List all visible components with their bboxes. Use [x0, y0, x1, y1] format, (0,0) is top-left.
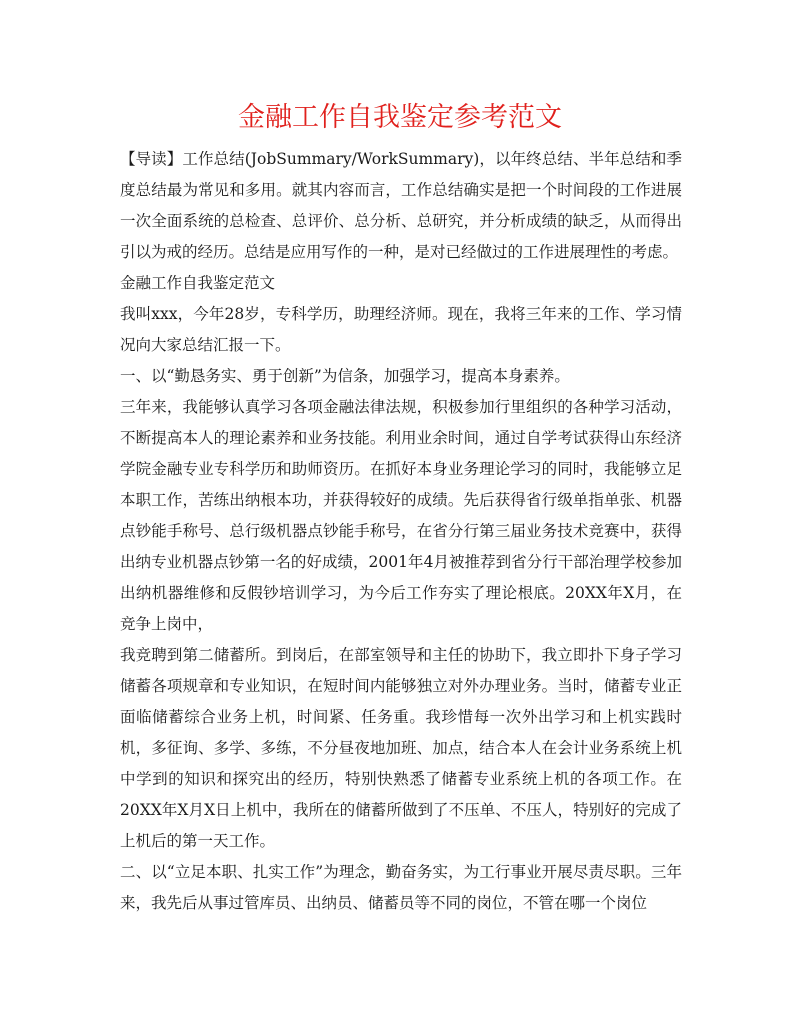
body-paragraph: 我竞聘到第二储蓄所。到岗后，在部室领导和主任的协助下，我立即扑下身子学习储蓄各项规章和专业知识，在短时间内能够独立对外办理业务。当时，储蓄专业正面临储蓄综合业务上机，时间紧、任务重。我珍惜每一次外出学习和上机实践时机，多征询、多学、多练，不分昼夜地加班、加点，结合本人在会计业务系统上机中学到的知识和探究出的经历，特别快熟悉了储蓄专业系统上机的各项工作。在20XX年X月X日上机中，我所在的储蓄所做到了不压单、不压人，特别好的完成了上机后的第一天工作。: [120, 646, 682, 850]
document-body: [120, 144, 682, 919]
body-paragraph: 三年来，我能够认真学习各项金融法律法规，积极参加行里组织的各种学习活动，不断提高本人的理论素养和业务技能。利用业余时间，通过自学考试获得山东经济学院金融专业专科学历和助师资历。在抓好本身业务理论学习的同时，我能够立足本职工作，苦练出纳根本功，并获得较好的成绩。先后获得省行级单指单张、机器点钞能手称号、总行级机器点钞能手称号，在省分行第三届业务技术竞赛中，获得出纳专业机器点钞第一名的好成绩，2001年4月被推荐到省分行干部治理学校参加出纳机器维修和反假钞培训学习，为今后工作夯实了理论根底。20XX年X月，在竞争上岗中，: [120, 398, 682, 633]
document-title: 金融工作自我鉴定参考范文: [238, 102, 562, 133]
section-heading: 金融工作自我鉴定范文: [120, 274, 276, 292]
body-paragraph: 我叫xxx，今年28岁，专科学历，助理经济师。现在，我将三年来的工作、学习情况向大家总结汇报一下。: [120, 305, 682, 354]
point-two-paragraph: 二、以“立足本职、扎实工作”为理念，勤奋务实，为工行事业开展尽责尽职。三年来，我先后从事过管库员、出纳员、储蓄员等不同的岗位，不管在哪一个岗位: [120, 863, 682, 912]
intro-paragraph: 【导读】工作总结(JobSummary/WorkSummary)，以年终总结、半年总结和季度总结最为常见和多用。就其内容而言，工作总结确实是把一个时间段的工作进展一次全面系统的总检查、总评价、总分析、总研究，并分析成绩的缺乏，从而得出引以为戒的经历。总结是应用写作的一种，是对已经做过的工作进展理性的考虑。: [120, 150, 682, 261]
point-one-heading: 一、以“勤恳务实、勇于创新”为信条，加强学习，提高本身素养。: [120, 367, 570, 385]
